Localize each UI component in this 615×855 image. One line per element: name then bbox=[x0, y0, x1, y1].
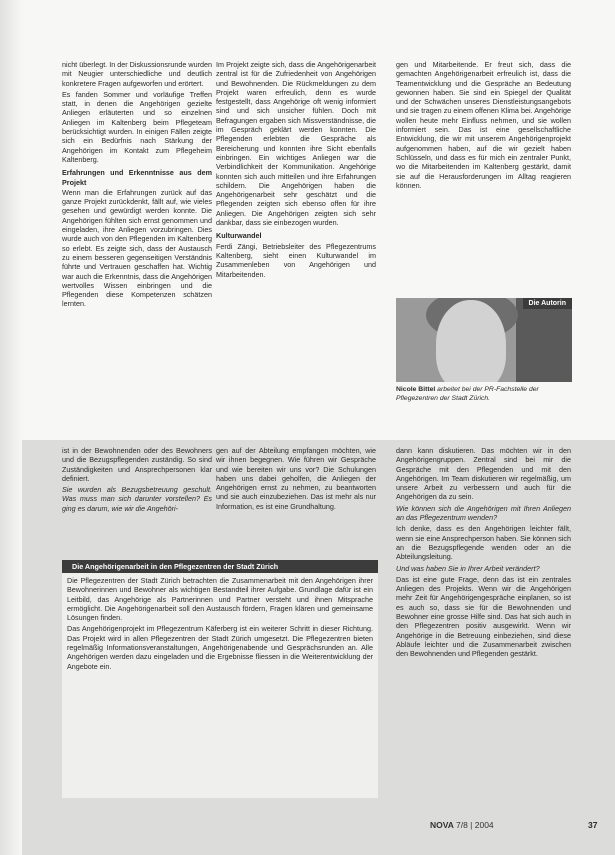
photo-shadow bbox=[516, 298, 572, 382]
paragraph: Die Pflegezentren der Stadt Zürich betrachten die Zusammenarbeit mit den Angehörigen ihrer Bewohnerinnen und Bewohner als wichtigen Bestandteil ihrer Aufgabe. Grundlage dafür ist ein Leitbild, das Angehörige als Partnerinnen und Partner versteht und ihnen Mitsprache ermöglicht. Die Angehörigenarbeit soll den Austausch fördern, Fragen klären und gemeinsame Lösungen finden. bbox=[67, 576, 373, 623]
author-name: Nicole Bittel bbox=[396, 386, 436, 393]
paragraph: Ferdi Zängi, Betriebsleiter des Pflegezentrums Kaltenberg, sieht einen Kulturwandel im Zusammenleben von Angehörigen und Mitarbeitenden. bbox=[216, 241, 376, 279]
question: Und was haben Sie in Ihrer Arbeit verändert? bbox=[396, 563, 540, 573]
issue-number: 7/8 | 2004 bbox=[456, 820, 494, 830]
subheading: Kulturwandel bbox=[216, 231, 262, 241]
text-column-1 bbox=[62, 60, 212, 390]
photo-face bbox=[436, 300, 506, 382]
info-box-text bbox=[62, 573, 378, 671]
paragraph: dann kann diskutieren. Das möchten wir in den Angehörigengruppen. Zentral sind bei mir die Gespräche mit den Pflegenden und mit den Angehörigen. Im Team diskutieren wir regelmäßig, um unsere Arbeit zu verbessern und auch für die Angehörigen da zu sein. bbox=[396, 446, 571, 502]
issue-footer bbox=[430, 820, 494, 830]
paragraph: Ich denke, dass es den Angehörigen leichter fällt, wenn sie eine Ansprechperson haben. Sie können sich an die Bezugspflegende wenden oder an die Abteilungsleitung. bbox=[396, 524, 571, 562]
interview-column-2 bbox=[216, 446, 376, 556]
author-caption bbox=[396, 386, 576, 403]
question: Sie wurden als Bezugsbetreuung geschult. Was muss man sich darunter vorstellen? Es ging es darum, wie wir die Angehöri- bbox=[62, 485, 212, 513]
text-column-2 bbox=[216, 60, 376, 390]
author-photo bbox=[396, 298, 572, 382]
paragraph: gen und Mitarbeitende. Er freut sich, dass die gemachten Angehörigenarbeit erfreulich ist, dass die Teamentwicklung und die Gespräche an Bedeutung gewonnen haben. Sie sind ein Spiegel der Qualität und der Schwächen unseres Dienstleistungsangebots und sie tragen zu einem offenen Klima bei. Angehörige wollen heute mehr Einfluss nehmen, und sie wollen informiert sein. Das ist eine gesellschaftliche Entwicklung, die wir mit unserem Angehörigenprojekt aufgenommen haben, auf die wir gezielt haben Schlüsseln, und dass es für mich ein zentraler Punkt, wo die Mitarbeitenden im Kaltenberg gestärkt, damit sie auf die Herausforderungen im Alltag reagieren können. bbox=[396, 60, 571, 190]
question: Wie können sich die Angehörigen mit Ihren Anliegen an das Pflegezentrum wenden? bbox=[396, 503, 571, 523]
interview-column-1 bbox=[62, 446, 212, 538]
paragraph: Das Angehörigenprojekt im Pflegezentrum Käferberg ist ein weiterer Schritt in dieser Richtung. Das Projekt wird in allen Pflegezentren der Stadt Zürich umgesetzt. Die Pflegezentren bieten regelmäßig Informationsveranstaltungen, Angehörigenabende und Gesprächsrunden an. Alle Angehörigen werden dazu eingeladen und die Ergebnisse fliessen in die Weiterentwicklung der Angebote ein. bbox=[67, 624, 373, 671]
photo-label: Die Autorin bbox=[523, 298, 572, 309]
info-box-title: Die Angehörigenarbeit in den Pflegezentren der Stadt Zürich bbox=[62, 560, 378, 573]
magazine-name: NOVA bbox=[430, 820, 454, 830]
paragraph: Es fanden Sommer und vorläufige Treffen statt, in denen die Angehörigen gezielte Anliegen erläuterten und so einzelnen Anliegen im Kaltenberg beim Pflegeteam berücksichtigt wurden. In einigen Fällen zeigte sich ein Bedürfnis nach Stärkung der Angehörigen im Kontakt zum Pflegeheim Kaltenberg. bbox=[62, 89, 212, 164]
paragraph: Das ist eine gute Frage, denn das ist ein zentrales Anliegen des Projekts. Wenn wir die Angehörigen mehr Zeit für Angehörigengespräche einplanen, so ist es auch so, dass sie für die Bewohnenden und Bewohner eine grosse Hilfe sind. Das hat sich auch in den Pflegezentren positiv ausgewirkt. Wenn wir Angehörige in die Betreuung einbeziehen, sind diese Abläufe leichter und die Zusammenarbeit zwischen den Bewohnenden und Pflegenden gestärkt. bbox=[396, 574, 571, 659]
author-role: arbeitet bei der PR-Fachstelle der Pflegezentren der Stadt Zürich. bbox=[396, 386, 539, 402]
paragraph: nicht überlegt. In der Diskussionsrunde wurden mit Neugier unterschiedliche und deutlich konkretere Fragen aufgeworfen und erörtert. bbox=[62, 60, 212, 88]
paragraph: gen auf der Abteilung empfangen möchten, wie wir ihnen begegnen. Wie führen wir Gespräche und wie bereiten wir uns vor? Die Schulungen haben uns dabei geholfen, die Anliegen der Angehörigen ernst zu nehmen, zu beantworten und sie auch einzubeziehen. Das ist mehr als nur Information, es ist eine Grundhaltung. bbox=[216, 446, 376, 511]
subheading: Erfahrungen und Erkenntnisse aus dem Projekt bbox=[62, 168, 212, 187]
interview-column-3 bbox=[396, 446, 571, 796]
text-column-3 bbox=[396, 60, 571, 280]
paragraph: ist in der Bewohnenden oder des Bewohners und die Bezugspflegenden zuständig. So sind Zuständigkeiten und Ansprechpersonen klar definiert. bbox=[62, 446, 212, 483]
paragraph: Im Projekt zeigte sich, dass die Angehörigenarbeit zentral ist für die Zufriedenheit von Angehörigen und Bewohnenden. Die Rückmeldungen zu dem Projekt waren erfreulich, denn es wurde festgestellt, dass Angehörige oft wenig informiert sind und sich unsicher fühlen. Doch mit Befragungen ergaben sich Missverständnisse, die im Gespräch geklärt werden konnten. Die Pflegenden erlebten die Gespräche als Bereicherung und konnten ihre Sicht ebenfalls einbringen. Ein wichtiges Anliegen war die Verbindlichkeit der Kommunikation. Angehörige konnten sich auch mitteilen und ihre Erfahrungen schildern. Die Angehörigen haben die Angehörigenarbeit sehr geschätzt und die Pflegenden zeigten sich ebenso offen für ihre Anliegen. Die Angehörigen zeigten sich sehr dankbar, dass sie einbezogen wurden. bbox=[216, 60, 376, 228]
page-number: 37 bbox=[588, 820, 598, 830]
page-edge bbox=[0, 0, 22, 855]
info-box bbox=[62, 560, 378, 798]
paragraph: Wenn man die Erfahrungen zurück auf das ganze Projekt zurückdenkt, fällt auf, wie vieles gesehen und gewürdigt werden konnte. Die Angehörigen fühlten sich ernst genommen und eingeladen, ihre Anliegen vorzubringen. Dies wurde auch von den Pflegenden im Kaltenberg so erlebt. Es zeigte sich, dass der Austausch zu einem besseren gegenseitigen Verständnis führte und Vertrauen geschaffen hat. Wichtig war auch die Erkenntnis, dass die Angehörigen wertvolles Wissen einbringen und die Pflegenden diese Kompetenzen schätzen lernten. bbox=[62, 187, 212, 309]
